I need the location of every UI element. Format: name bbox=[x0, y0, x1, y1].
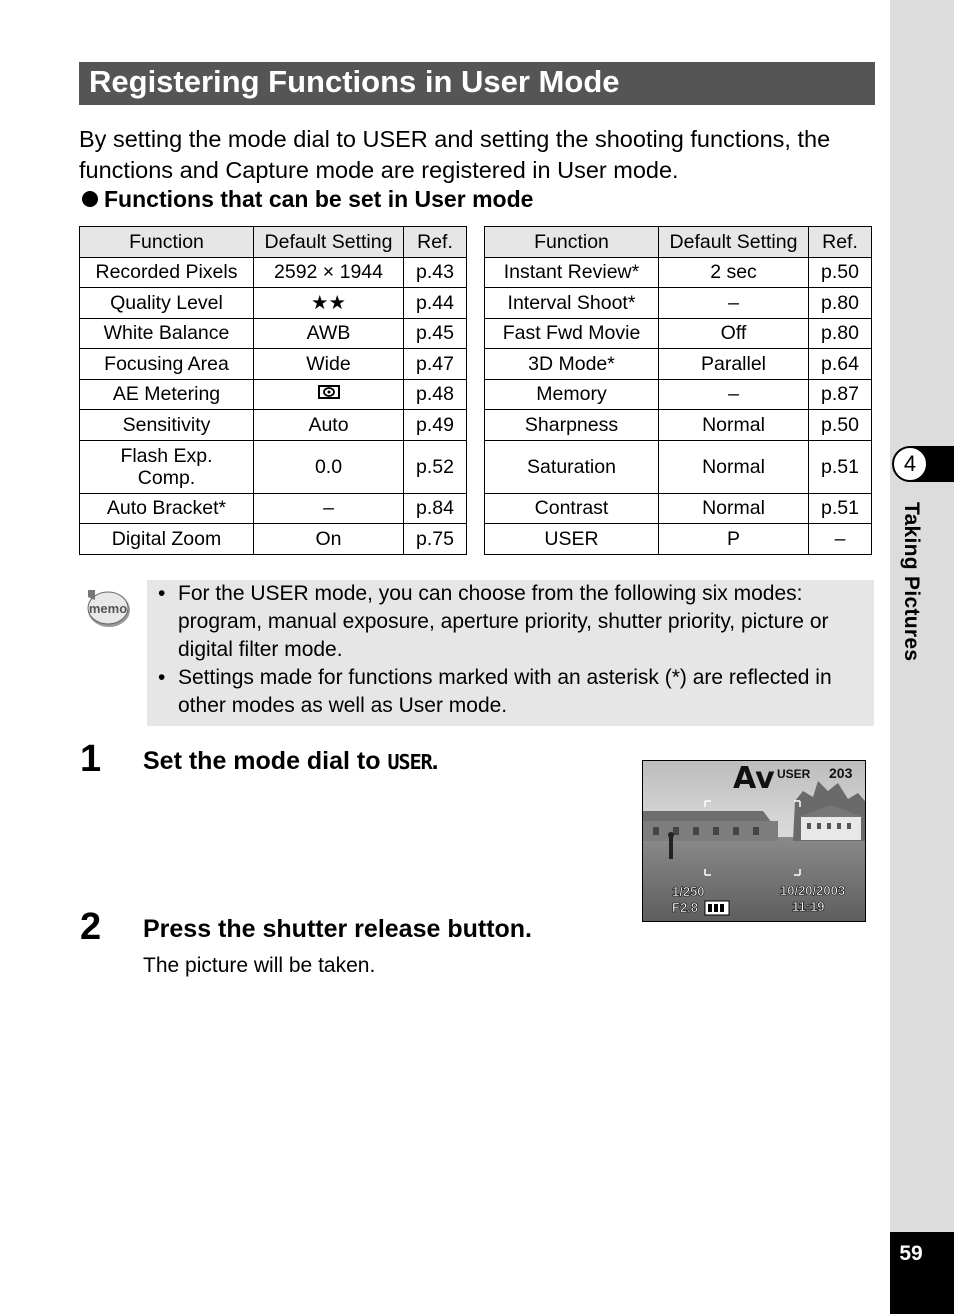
chapter-title: Taking Pictures bbox=[900, 502, 923, 662]
default-setting-cell: Off bbox=[659, 318, 809, 349]
ref-cell: p.51 bbox=[809, 440, 872, 493]
ref-cell: p.84 bbox=[404, 493, 467, 524]
column-header: Function bbox=[80, 227, 254, 258]
ref-cell: p.87 bbox=[809, 379, 872, 410]
ref-cell: p.80 bbox=[809, 288, 872, 319]
table-row bbox=[485, 318, 872, 349]
function-cell: Interval Shoot* bbox=[485, 288, 659, 319]
functions-table-right bbox=[484, 226, 872, 555]
table-row bbox=[80, 379, 467, 410]
table-row bbox=[80, 440, 467, 493]
column-header: Ref. bbox=[404, 227, 467, 258]
column-header: Default Setting bbox=[659, 227, 809, 258]
function-cell: Instant Review* bbox=[485, 257, 659, 288]
screen-date: 10/20/2003 bbox=[780, 883, 846, 898]
column-header: Ref. bbox=[809, 227, 872, 258]
ref-cell: p.50 bbox=[809, 257, 872, 288]
table-row bbox=[80, 257, 467, 288]
ref-cell: p.52 bbox=[404, 440, 467, 493]
screen-shutter: 1/250 bbox=[672, 884, 705, 899]
chapter-number: 4 bbox=[892, 446, 928, 482]
table-header-row bbox=[80, 227, 467, 258]
table-row bbox=[485, 379, 872, 410]
screen-user-label: USER bbox=[777, 767, 811, 781]
table-row bbox=[485, 410, 872, 441]
memo-list bbox=[158, 580, 858, 720]
table-row bbox=[485, 288, 872, 319]
function-cell: Flash Exp. Comp. bbox=[80, 440, 254, 493]
table-row bbox=[485, 524, 872, 555]
function-cell: Quality Level bbox=[80, 288, 254, 319]
ref-cell: p.64 bbox=[809, 349, 872, 380]
intro-paragraph: By setting the mode dial to USER and setting the shooting functions, the functions and Capture mode are registered in User mode. bbox=[79, 126, 831, 183]
memo-icon bbox=[82, 586, 132, 628]
default-setting-cell: AWB bbox=[254, 318, 404, 349]
table-row bbox=[80, 288, 467, 319]
table-row bbox=[80, 524, 467, 555]
functions-table-left bbox=[79, 226, 467, 555]
step-2-note: The picture will be taken. bbox=[143, 954, 376, 977]
default-setting-cell: Normal bbox=[659, 493, 809, 524]
step-1-text: Set the mode dial to USER. bbox=[143, 747, 439, 775]
step-2-text: Press the shutter release button. bbox=[143, 915, 533, 943]
default-setting-cell: Auto bbox=[254, 410, 404, 441]
default-setting-cell: Normal bbox=[659, 440, 809, 493]
default-setting-cell: On bbox=[254, 524, 404, 555]
subheading-text: Functions that can be set in User mode bbox=[104, 186, 534, 212]
function-cell: Fast Fwd Movie bbox=[485, 318, 659, 349]
table-row bbox=[80, 410, 467, 441]
default-setting-cell: Wide bbox=[254, 349, 404, 380]
function-cell: Auto Bracket* bbox=[80, 493, 254, 524]
default-setting-cell bbox=[254, 379, 404, 410]
default-setting-cell: Normal bbox=[659, 410, 809, 441]
default-setting-cell: – bbox=[659, 379, 809, 410]
table-row bbox=[80, 349, 467, 380]
memo-item: • For the USER mode, you can choose from the following six modes: program, manual exposure, aperture priority, shutter priority, picture or digital filter mode. bbox=[158, 582, 829, 661]
column-header: Default Setting bbox=[254, 227, 404, 258]
section-title: Registering Functions in User Mode bbox=[79, 62, 875, 105]
function-cell: Digital Zoom bbox=[80, 524, 254, 555]
step-1-number: 1 bbox=[80, 738, 102, 780]
function-cell: Recorded Pixels bbox=[80, 257, 254, 288]
bullet-icon bbox=[82, 191, 98, 207]
function-cell: Sharpness bbox=[485, 410, 659, 441]
default-setting-cell: P bbox=[659, 524, 809, 555]
screen-mode: Av bbox=[733, 761, 775, 796]
function-cell: AE Metering bbox=[80, 379, 254, 410]
function-cell: USER bbox=[485, 524, 659, 555]
table-header-row bbox=[485, 227, 872, 258]
camera-lcd-screen bbox=[642, 760, 866, 922]
function-cell: Saturation bbox=[485, 440, 659, 493]
ref-cell: p.51 bbox=[809, 493, 872, 524]
function-cell: 3D Mode* bbox=[485, 349, 659, 380]
memo-item: • Settings made for functions marked with an asterisk (*) are reflected in other modes as well as User mode. bbox=[158, 666, 832, 717]
screen-time: 11:19 bbox=[792, 899, 825, 914]
ref-cell: p.47 bbox=[404, 349, 467, 380]
page-number: 59 bbox=[899, 1242, 923, 1265]
ref-cell: p.45 bbox=[404, 318, 467, 349]
ref-cell: p.43 bbox=[404, 257, 467, 288]
table-row bbox=[80, 318, 467, 349]
svg-text:memo: memo bbox=[88, 601, 128, 616]
column-header: Function bbox=[485, 227, 659, 258]
table-row bbox=[80, 493, 467, 524]
ref-cell: p.50 bbox=[809, 410, 872, 441]
function-cell: Sensitivity bbox=[80, 410, 254, 441]
function-cell: White Balance bbox=[80, 318, 254, 349]
user-mode-icon: USER bbox=[387, 750, 432, 774]
ref-cell: – bbox=[809, 524, 872, 555]
table-row bbox=[485, 440, 872, 493]
table-row bbox=[485, 493, 872, 524]
ref-cell: p.80 bbox=[809, 318, 872, 349]
table-row bbox=[485, 349, 872, 380]
ref-cell: p.49 bbox=[404, 410, 467, 441]
table-row bbox=[485, 257, 872, 288]
ref-cell: p.75 bbox=[404, 524, 467, 555]
table-subheading bbox=[82, 186, 533, 213]
multi-segment-metering-icon bbox=[317, 384, 341, 400]
default-setting-cell: – bbox=[659, 288, 809, 319]
default-setting-cell: 2592 × 1944 bbox=[254, 257, 404, 288]
default-setting-cell: ★★ bbox=[254, 288, 404, 319]
default-setting-cell: 2 sec bbox=[659, 257, 809, 288]
function-cell: Memory bbox=[485, 379, 659, 410]
screen-aperture: F2.8 bbox=[672, 900, 699, 915]
ref-cell: p.44 bbox=[404, 288, 467, 319]
default-setting-cell: 0.0 bbox=[254, 440, 404, 493]
screen-shot-count: 203 bbox=[829, 765, 853, 781]
default-setting-cell: – bbox=[254, 493, 404, 524]
default-setting-cell: Parallel bbox=[659, 349, 809, 380]
step-2-number: 2 bbox=[80, 906, 102, 948]
function-cell: Focusing Area bbox=[80, 349, 254, 380]
function-cell: Contrast bbox=[485, 493, 659, 524]
ref-cell: p.48 bbox=[404, 379, 467, 410]
